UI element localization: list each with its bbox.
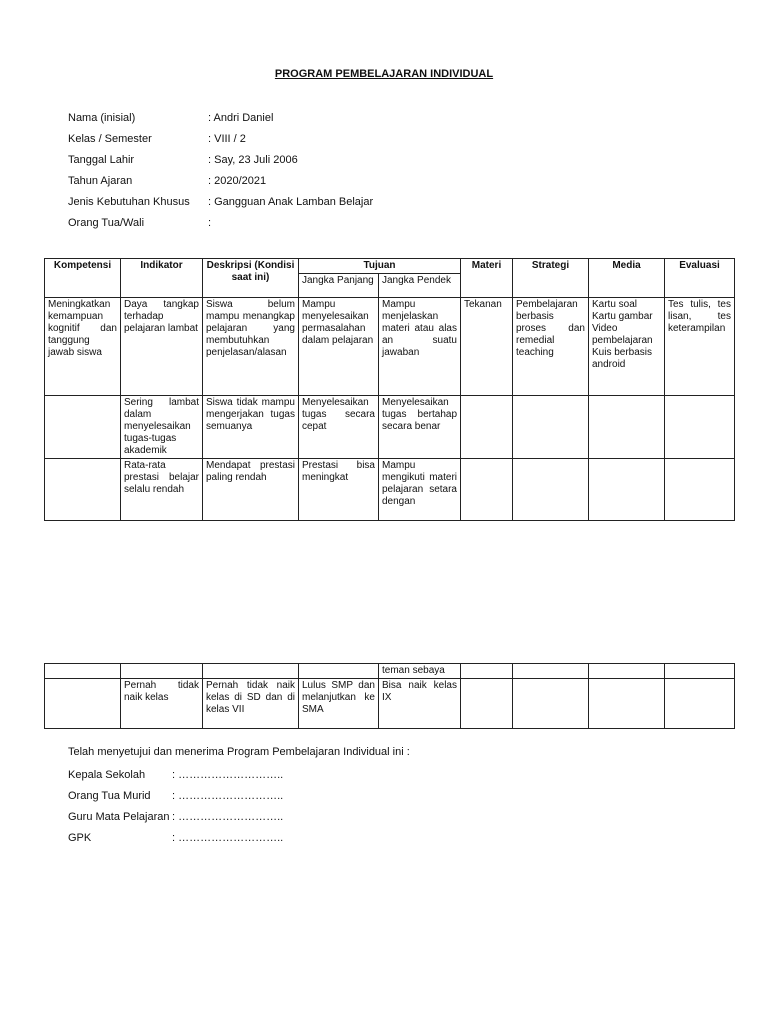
header-materi: Materi [461, 259, 513, 298]
cell-deskripsi: Pernah tidak naik kelas di SD dan di kelas VII [203, 679, 299, 729]
cell-jangka-panjang: Prestasi bisa meningkat [299, 459, 379, 521]
cell-strategi [513, 664, 589, 679]
cell-jangka-pendek: Bisa naik kelas IX [379, 679, 461, 729]
cell-deskripsi: Mendapat prestasi paling rendah [203, 459, 299, 521]
cell-kompetensi [45, 459, 121, 521]
table-row [45, 298, 735, 396]
cell-media [589, 679, 665, 729]
table-row [45, 664, 735, 679]
info-value: : Gangguan Anak Lamban Belajar [208, 196, 374, 208]
header-strategi: Strategi [513, 259, 589, 298]
header-kompetensi: Kompetensi [45, 259, 121, 298]
cell-jangka-pendek: teman sebaya [379, 664, 461, 679]
cell-jangka-pendek: Mampu menjelaskan materi atau alas an suatu jawaban [379, 298, 461, 396]
signature-line: : ……………………….. [172, 769, 284, 781]
document-title: PROGRAM PEMBELAJARAN INDIVIDUAL [274, 68, 494, 80]
cell-indikator: Daya tangkap terhadap pelajaran lambat [121, 298, 203, 396]
info-label: Tahun Ajaran [68, 175, 133, 187]
cell-indikator: Rata-rata prestasi belajar selalu rendah [121, 459, 203, 521]
info-label: Tanggal Lahir [68, 154, 135, 166]
cell-media [589, 396, 665, 459]
cell-kompetensi [45, 679, 121, 729]
table-row [45, 459, 735, 521]
cell-jangka-pendek: Mampu mengikuti materi pelajaran setara dengan [379, 459, 461, 521]
header-jangka-pendek: Jangka Pendek [379, 274, 461, 298]
signature-label: Orang Tua Murid [68, 790, 151, 802]
cell-indikator: Pernah tidak naik kelas [121, 679, 203, 729]
cell-evaluasi [665, 679, 735, 729]
cell-evaluasi [665, 459, 735, 521]
cell-kompetensi [45, 396, 121, 459]
info-label: Orang Tua/Wali [68, 217, 145, 229]
cell-jangka-panjang [299, 664, 379, 679]
cell-deskripsi: Siswa tidak mampu mengerjakan tugas semuanya [203, 396, 299, 459]
header-indikator: Indikator [121, 259, 203, 298]
table-row [45, 396, 735, 459]
cell-materi [461, 664, 513, 679]
cell-jangka-panjang: Mampu menyelesaikan permasalahan dalam pelajaran [299, 298, 379, 396]
signature-line: : ……………………….. [172, 832, 284, 844]
signature-label: Kepala Sekolah [68, 769, 146, 781]
cell-strategi [513, 459, 589, 521]
cell-materi: Tekanan [461, 298, 513, 396]
info-value: : VIII / 2 [208, 133, 246, 145]
cell-kompetensi [45, 664, 121, 679]
cell-media: Kartu soal Kartu gambar Video pembelajaran Kuis berbasis android [589, 298, 665, 396]
pembelajaran-table [44, 258, 735, 521]
header-jangka-panjang: Jangka Panjang [299, 274, 379, 298]
cell-materi [461, 396, 513, 459]
header-media: Media [589, 259, 665, 298]
info-label: Nama (inisial) [68, 112, 136, 124]
signature-label: Guru Mata Pelajaran [68, 811, 170, 823]
cell-evaluasi: Tes tulis, tes lisan, tes keterampilan [665, 298, 735, 396]
cell-kompetensi: Meningkatkan kemampuan kognitif dan tanggung jawab siswa [45, 298, 121, 396]
cell-deskripsi [203, 664, 299, 679]
info-label: Jenis Kebutuhan Khusus [68, 196, 190, 208]
pembelajaran-table-continued [44, 663, 735, 729]
header-deskripsi: Deskripsi (Kondisi saat ini) [203, 259, 299, 298]
cell-indikator: Sering lambat dalam menyelesaikan tugas-tugas akademik [121, 396, 203, 459]
signature-line: : ……………………….. [172, 790, 284, 802]
cell-materi [461, 679, 513, 729]
info-value: : Say, 23 Juli 2006 [208, 154, 298, 166]
info-label: Kelas / Semester [68, 133, 152, 145]
signature-label: GPK [68, 832, 92, 844]
cell-media [589, 664, 665, 679]
cell-jangka-pendek: Menyelesaikan tugas bertahap secara benar [379, 396, 461, 459]
cell-indikator [121, 664, 203, 679]
info-value: : 2020/2021 [208, 175, 267, 187]
signature-line: : ……………………….. [172, 811, 284, 823]
info-value: : Andri Daniel [208, 112, 274, 124]
cell-strategi [513, 396, 589, 459]
approval-intro: Telah menyetujui dan menerima Program Pembelajaran Individual ini : [68, 746, 410, 758]
cell-evaluasi [665, 664, 735, 679]
cell-media [589, 459, 665, 521]
cell-jangka-panjang: Menyelesaikan tugas secara cepat [299, 396, 379, 459]
header-evaluasi: Evaluasi [665, 259, 735, 298]
header-tujuan: Tujuan [299, 259, 461, 274]
header-row [45, 259, 735, 274]
cell-materi [461, 459, 513, 521]
cell-strategi: Pembelajaran berbasis proses dan remedial teaching [513, 298, 589, 396]
table-row [45, 679, 735, 729]
cell-evaluasi [665, 396, 735, 459]
cell-jangka-panjang: Lulus SMP dan melanjutkan ke SMA [299, 679, 379, 729]
info-value: : [208, 217, 212, 229]
cell-deskripsi: Siswa belum mampu menangkap pelajaran yang membutuhkan penjelasan/alasan [203, 298, 299, 396]
cell-strategi [513, 679, 589, 729]
